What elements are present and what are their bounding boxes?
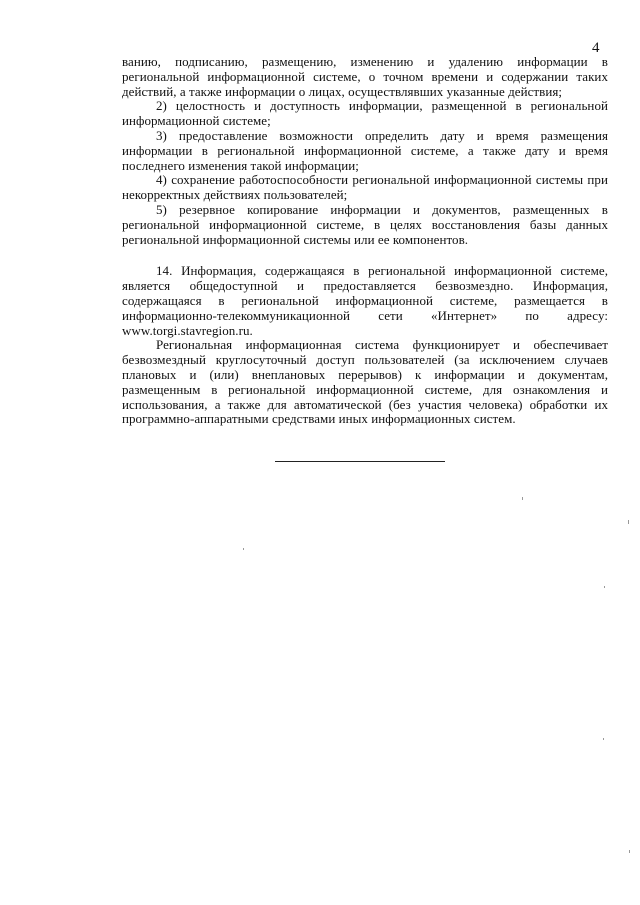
access-paragraph: Региональная информационная система функционирует и обеспечивает безвозмездный круглосуточный доступ пользователей (за исключением случаев плановых и (или) внеплановых перерывов) к информации и документам, размещенным в региональной информационной системе, для ознакомления и использования, а также для автоматической (без участия человека) обработки их программно-аппаратными средствами иных информационных систем.: [122, 337, 608, 427]
scan-speck: [629, 850, 630, 853]
scan-speck: [243, 548, 244, 550]
scan-speck: [522, 497, 523, 500]
document-body: [122, 55, 608, 427]
list-item-2: 2) целостность и доступность информации, размещенной в региональной информационной системе;: [122, 98, 608, 129]
list-item-4: 4) сохранение работоспособности региональной информационной системы при некорректных действиях пользователей;: [122, 172, 608, 203]
scan-speck: [603, 738, 604, 740]
list-item-5: 5) резервное копирование информации и документов, размещенных в региональной информационной системе, в целях восстановления базы данных региональной информационной системы или ее компонентов.: [122, 201, 608, 247]
paragraph-continuation: ванию, подписанию, размещению, изменению и удалению информации в региональной информационной системе, о точном времени и содержании таких действий, а также информации о лицах, осуществлявших указанные действия;: [122, 54, 608, 99]
page-number: 4: [592, 40, 600, 56]
list-item-3: 3) предоставление возможности определить дату и время размещения информации в региональной информационной системе, а также дату и время последнего изменения такой информации;: [122, 127, 608, 173]
end-separator-line: [275, 461, 445, 462]
scan-speck: [628, 520, 629, 524]
section-14-paragraph: 14. Информация, содержащаяся в региональной информационной системе, является общедоступной и предоставляется безвозмездно. Информация, содержащаяся в региональной информационной системе, размещается в информационно-телекоммуникационной сети «Интернет» по адресу: www.torgi.stavregion.ru.: [122, 263, 608, 338]
scan-speck: [604, 586, 605, 588]
